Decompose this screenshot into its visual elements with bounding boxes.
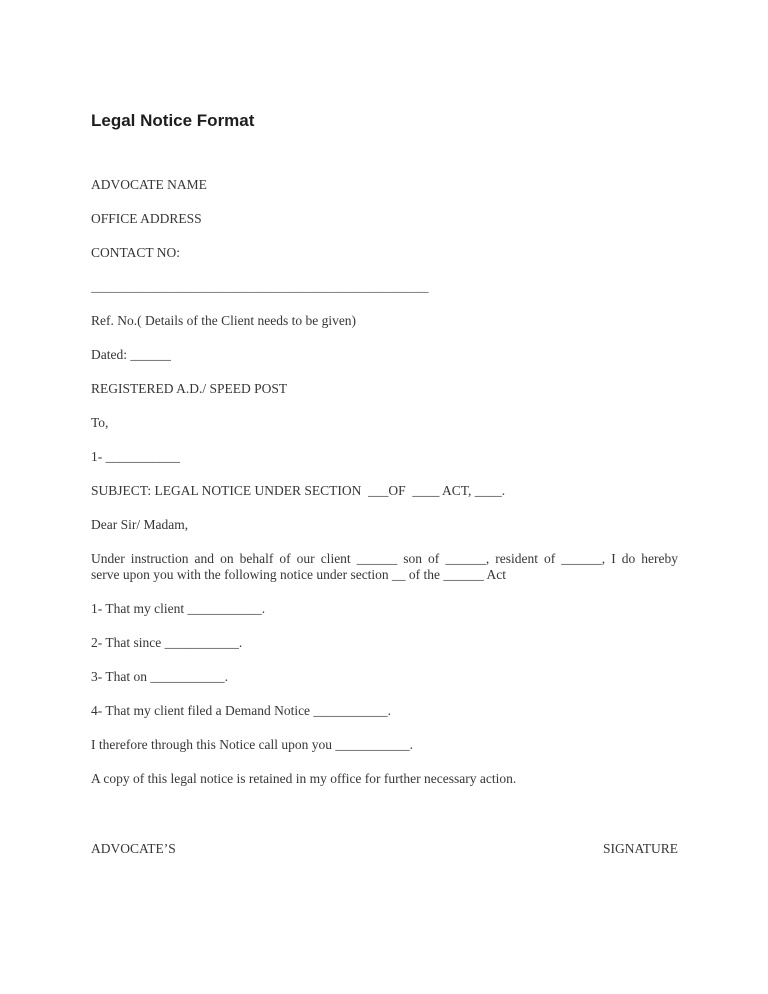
signature-row [91, 841, 678, 857]
numbered-item-4: 4- That my client filed a Demand Notice ___________. [91, 703, 392, 718]
addressee-blank-line: 1- ___________ [91, 449, 180, 464]
call-upon-line: I therefore through this Notice call upon you ___________. [91, 737, 414, 752]
numbered-item-2: 2- That since ___________. [91, 635, 243, 650]
subject-line: SUBJECT: LEGAL NOTICE UNDER SECTION ___OF ____ ACT, ____. [91, 483, 506, 498]
body-paragraph [91, 551, 678, 583]
signature-label: SIGNATURE [602, 841, 678, 856]
advocate-name-line: ADVOCATE NAME [91, 177, 207, 192]
copy-retained-line: A copy of this legal notice is retained in my office for further necessary action. [91, 771, 517, 786]
dated-line: Dated: ______ [91, 347, 171, 362]
contact-no-line: CONTACT NO: [91, 245, 181, 260]
body-paragraph-line-1: Under instruction and on behalf of our client ______ son of ______, resident of ______, I do hereby [91, 551, 678, 566]
registered-post-line: REGISTERED A.D./ SPEED POST [91, 381, 288, 396]
ref-no-line: Ref. No.( Details of the Client needs to be given) [91, 313, 357, 328]
numbered-item-3: 3- That on ___________. [91, 669, 228, 684]
office-address-line: OFFICE ADDRESS [91, 211, 202, 226]
numbered-item-1: 1- That my client ___________. [91, 601, 266, 616]
underscore-divider: __________________________________________________ [91, 279, 429, 294]
page-title: Legal Notice Format [91, 111, 255, 130]
to-line: To, [91, 415, 109, 430]
body-paragraph-line-2: serve upon you with the following notice under section __ of the ______ Act [91, 567, 507, 582]
salutation-line: Dear Sir/ Madam, [91, 517, 189, 532]
advocates-label: ADVOCATE’S [91, 841, 176, 856]
